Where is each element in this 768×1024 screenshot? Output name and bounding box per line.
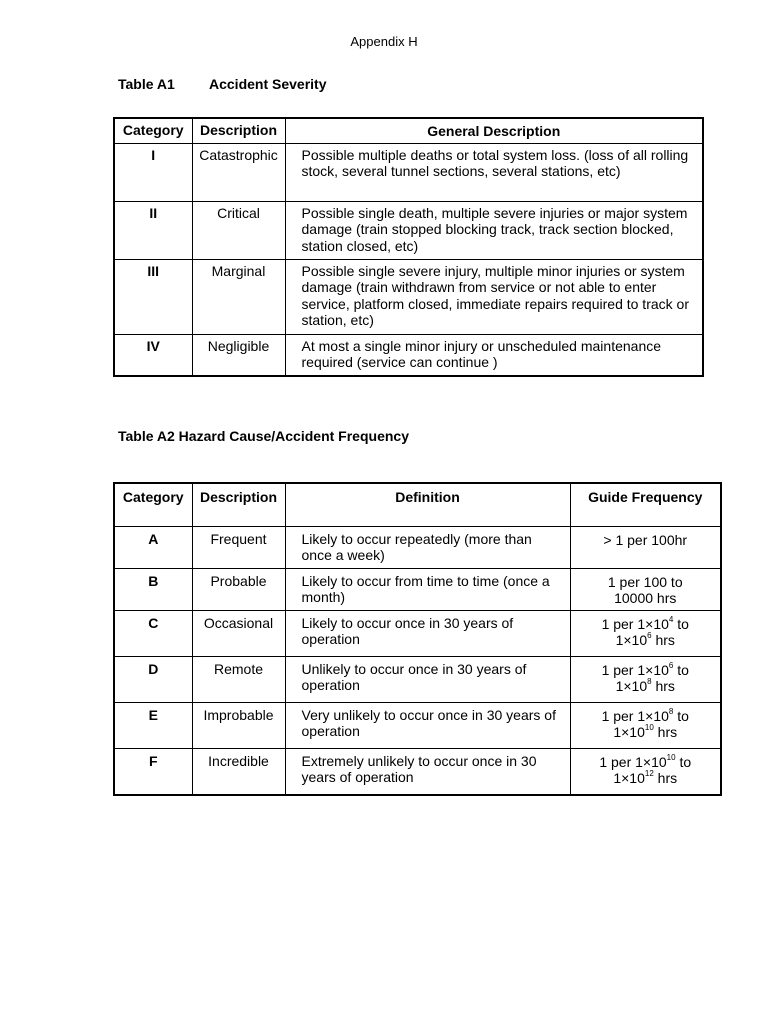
page-header: Appendix H <box>350 34 418 49</box>
general-description-cell: Possible multiple deaths or total system loss. (loss of all rolling stock, several tunnel sections, several stations, etc) <box>285 143 703 201</box>
guide-exponent: 8 <box>647 677 652 687</box>
guide-frequency-line: > 1 per 100hr <box>603 531 688 548</box>
general-description-cell: Possible single severe injury, multiple minor injuries or system damage (train withdrawn from service or not able to enter service, platform closed, immediate repairs required to track or station, etc) <box>285 259 703 334</box>
table-a1-title <box>118 76 327 92</box>
guide-exponent: 6 <box>668 660 674 670</box>
general-description-cell: Possible single death, multiple severe injuries or major system damage (train stopped blocking track, track section blocked, station closed, etc) <box>285 201 703 259</box>
hazard-frequency-table <box>113 482 722 796</box>
column-header-description: Description <box>192 118 285 143</box>
column-header-description: Description <box>192 483 285 526</box>
table-row <box>114 143 703 201</box>
category-cell: E <box>114 702 192 748</box>
guide-base: 1×10 <box>615 678 648 694</box>
category-cell: F <box>114 748 192 795</box>
table-row <box>114 748 721 795</box>
guide-unit: hrs <box>651 632 675 648</box>
table-a1-name: Accident Severity <box>209 76 327 92</box>
guide-base: 1×10 <box>613 724 645 740</box>
guide-unit: hrs <box>653 724 678 740</box>
general-description-cell: At most a single minor injury or unscheduled maintenance required (service can continue ) <box>285 334 703 376</box>
table-a2-title: Table A2 Hazard Cause/Accident Frequency <box>118 428 409 444</box>
guide-frequency-line: 10000 hrs <box>614 590 677 606</box>
table-header-row <box>114 483 721 526</box>
guide-base: 1 per 1×10 <box>601 615 669 632</box>
guide-base: 1 per 1×10 <box>601 661 669 678</box>
category-cell: B <box>114 568 192 610</box>
category-cell: II <box>114 201 192 259</box>
table-row <box>114 526 721 568</box>
guide-frequency-line: 1 per 100 to <box>607 573 683 590</box>
table-row <box>114 568 721 610</box>
table-row <box>114 702 721 748</box>
description-cell: Incredible <box>192 748 285 795</box>
column-header-definition: Definition <box>285 483 570 526</box>
description-cell: Frequent <box>192 526 285 568</box>
definition-cell: Very unlikely to occur once in 30 years of operation <box>285 702 570 748</box>
guide-base: 1 per 1×10 <box>599 753 667 770</box>
column-header-category: Category <box>114 118 192 143</box>
column-header-general-description: General Description <box>285 118 703 143</box>
category-cell: III <box>114 259 192 334</box>
category-cell: C <box>114 610 192 656</box>
description-cell: Improbable <box>192 702 285 748</box>
category-cell: A <box>114 526 192 568</box>
column-header-guide-frequency: Guide Frequency <box>570 483 721 526</box>
guide-unit: hrs <box>653 770 678 786</box>
definition-cell: Unlikely to occur once in 30 years of operation <box>285 656 570 702</box>
category-cell: D <box>114 656 192 702</box>
guide-unit: hrs <box>651 678 675 694</box>
description-cell: Remote <box>192 656 285 702</box>
accident-severity-table <box>113 117 704 377</box>
guide-frequency-cell <box>570 656 721 702</box>
column-header-category: Category <box>114 483 192 526</box>
table-row <box>114 656 721 702</box>
guide-exponent: 4 <box>668 614 674 624</box>
guide-exponent: 8 <box>668 706 674 716</box>
category-cell: IV <box>114 334 192 376</box>
guide-frequency-cell <box>570 610 721 656</box>
guide-base: 1 per 1×10 <box>601 707 669 724</box>
guide-to: to <box>673 707 689 724</box>
guide-frequency-cell <box>570 702 721 748</box>
guide-exponent: 10 <box>666 752 676 762</box>
guide-to: to <box>673 661 689 678</box>
definition-cell: Extremely unlikely to occur once in 30 years of operation <box>285 748 570 795</box>
description-cell: Marginal <box>192 259 285 334</box>
guide-exponent: 10 <box>644 723 654 733</box>
table-header-row <box>114 118 703 143</box>
table-row <box>114 334 703 376</box>
description-cell: Occasional <box>192 610 285 656</box>
description-cell: Catastrophic <box>192 143 285 201</box>
description-cell: Probable <box>192 568 285 610</box>
guide-exponent: 12 <box>644 769 654 779</box>
definition-cell: Likely to occur once in 30 years of operation <box>285 610 570 656</box>
guide-exponent: 6 <box>647 631 652 641</box>
definition-cell: Likely to occur repeatedly (more than once a week) <box>285 526 570 568</box>
guide-frequency-cell <box>570 526 721 568</box>
guide-to: to <box>675 753 692 770</box>
guide-frequency-cell <box>570 748 721 795</box>
guide-frequency-cell <box>570 568 721 610</box>
category-cell: I <box>114 143 192 201</box>
guide-base: 1×10 <box>613 770 645 786</box>
guide-to: to <box>673 615 689 632</box>
table-a1-number: Table A1 <box>118 76 175 92</box>
definition-cell: Likely to occur from time to time (once a month) <box>285 568 570 610</box>
description-cell: Critical <box>192 201 285 259</box>
guide-base: 1×10 <box>615 632 648 648</box>
table-row <box>114 201 703 259</box>
description-cell: Negligible <box>192 334 285 376</box>
table-row <box>114 610 721 656</box>
table-row <box>114 259 703 334</box>
